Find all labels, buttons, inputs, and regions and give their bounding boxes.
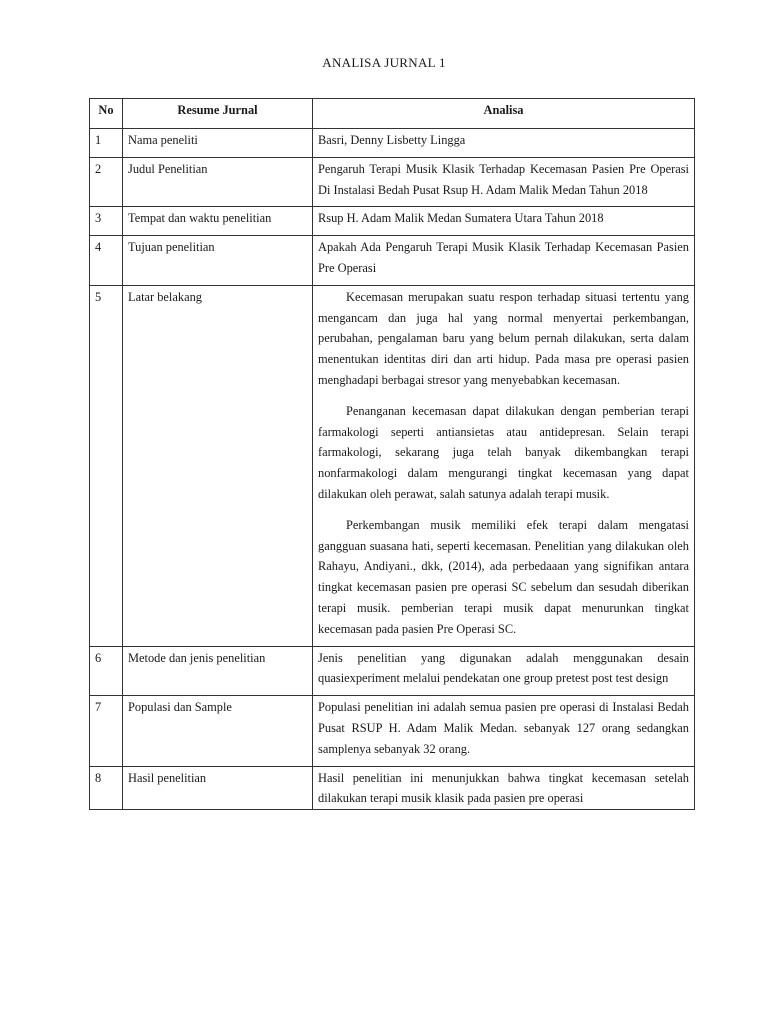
row-number: 5 <box>90 285 123 646</box>
background-paragraph: Kecemasan merupakan suatu respon terhadap situasi tertentu yang mengancam dan juga hal yang normal menyertai perkembangan, perubahan, pengalaman baru yang belum pernah dilakukan, serta dalam menentukan identitas diri dan arti hidup. Pada masa pre operasi pasien menghadapi berbagai stresor yang menyebabkan kecemasan. <box>318 289 689 387</box>
row-number: 8 <box>90 766 123 810</box>
journal-analysis-table <box>89 98 695 810</box>
analisa-cell: Basri, Denny Lisbetty Lingga <box>313 129 695 158</box>
resume-cell: Hasil penelitian <box>123 766 313 810</box>
table-row <box>90 207 695 236</box>
table-header-row <box>90 99 695 129</box>
analisa-cell: Hasil penelitian ini menunjukkan bahwa tingkat kecemasan setelah dilakukan terapi musik klasik pada pasien pre operasi <box>313 766 695 810</box>
analisa-cell: Jenis penelitian yang digunakan adalah menggunakan desain quasiexperiment melalui pendekatan one group pretest post test design <box>313 646 695 696</box>
row-number: 3 <box>90 207 123 236</box>
resume-cell: Judul Penelitian <box>123 157 313 207</box>
resume-cell: Tujuan penelitian <box>123 236 313 286</box>
header-analisa: Analisa <box>313 99 695 129</box>
resume-cell: Tempat dan waktu penelitian <box>123 207 313 236</box>
resume-cell: Metode dan jenis penelitian <box>123 646 313 696</box>
table-row <box>90 236 695 286</box>
row-number: 2 <box>90 157 123 207</box>
table-row <box>90 766 695 810</box>
background-paragraph: Penanganan kecemasan dapat dilakukan dengan pemberian terapi farmakologi seperti antiansietas atau antidepresan. Selain terapi farmakologi, sekarang juga telah banyak dikembangkan terapi nonfarmakologi dalam mengurangi tingkat kecemasan yang dapat dilakukan oleh perawat, salah satunya adalah terapi musik. <box>318 403 689 501</box>
row-number: 6 <box>90 646 123 696</box>
table-row <box>90 696 695 766</box>
analisa-cell: Populasi penelitian ini adalah semua pasien pre operasi di Instalasi Bedah Pusat RSUP H. Adam Malik Medan. sebanyak 127 orang sedangkan samplenya sebanyak 32 orang. <box>313 696 695 766</box>
page-title: ANALISA JURNAL 1 <box>322 55 446 70</box>
header-no: No <box>90 99 123 129</box>
analisa-cell: Pengaruh Terapi Musik Klasik Terhadap Kecemasan Pasien Pre Operasi Di Instalasi Bedah Pusat Rsup H. Adam Malik Medan Tahun 2018 <box>313 157 695 207</box>
table-row <box>90 285 695 646</box>
analisa-cell: Rsup H. Adam Malik Medan Sumatera Utara Tahun 2018 <box>313 207 695 236</box>
row-number: 1 <box>90 129 123 158</box>
resume-cell: Nama peneliti <box>123 129 313 158</box>
table-row <box>90 646 695 696</box>
resume-cell: Populasi dan Sample <box>123 696 313 766</box>
analisa-cell: Apakah Ada Pengaruh Terapi Musik Klasik Terhadap Kecemasan Pasien Pre Operasi <box>313 236 695 286</box>
resume-cell: Latar belakang <box>123 285 313 646</box>
background-paragraph: Perkembangan musik memiliki efek terapi dalam mengatasi gangguan suasana hati, seperti kecemasan. Penelitian yang dilakukan oleh Rahayu, Andiyani., dkk, (2014), ada perbedaaan yang signifikan antara tingkat kecemasan pasien pre operasi SC sebelum dan sesudah diberikan terapi musik. pemberian terapi musik dapat menurunkan tingkat kecemasan pada pasien Pre Operasi SC. <box>318 517 689 636</box>
analisa-cell <box>313 285 695 646</box>
row-number: 4 <box>90 236 123 286</box>
header-resume-jurnal: Resume Jurnal <box>123 99 313 129</box>
table-row <box>90 129 695 158</box>
table-row <box>90 157 695 207</box>
row-number: 7 <box>90 696 123 766</box>
